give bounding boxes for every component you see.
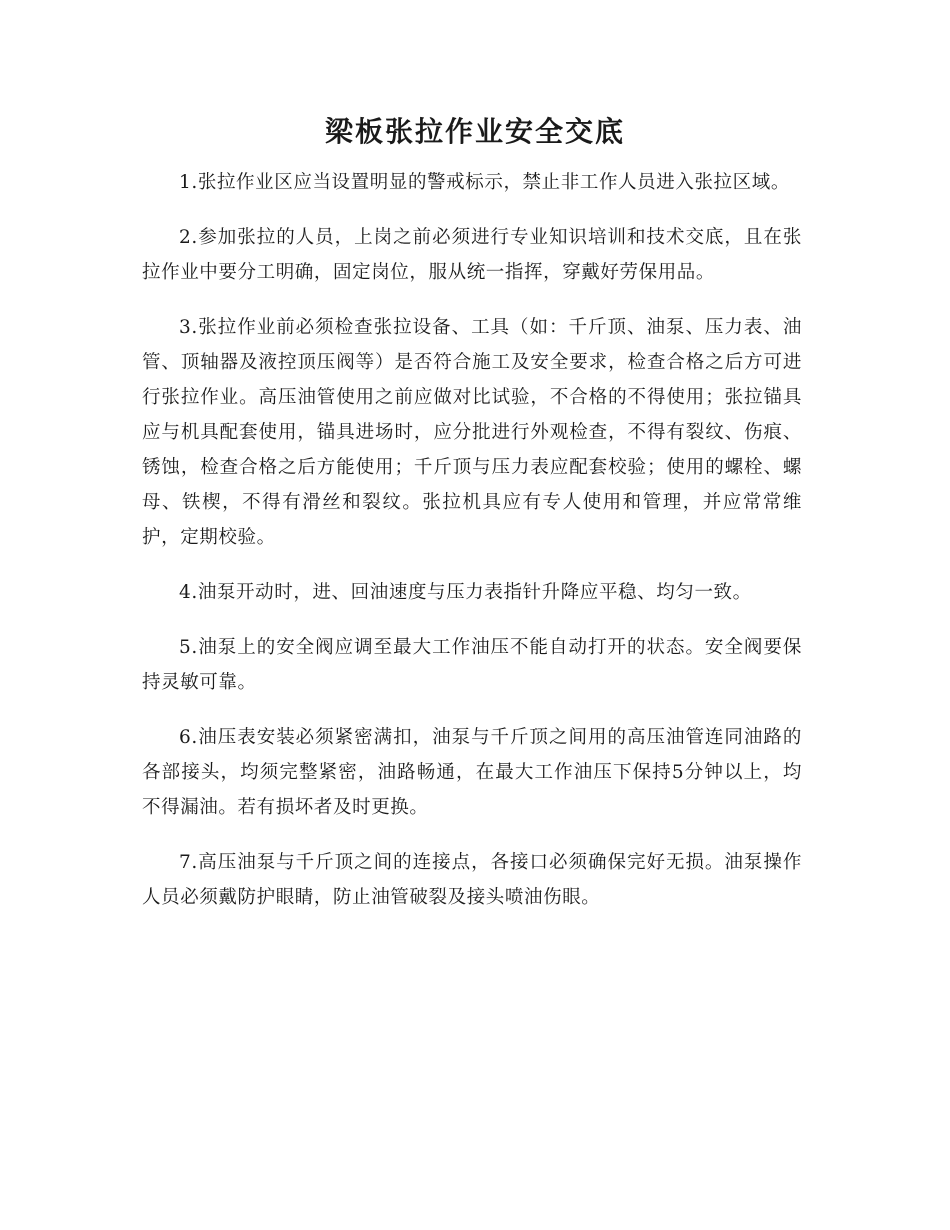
paragraph-5: 5.油泵上的安全阀应调至最大工作油压不能自动打开的状态。安全阀要保持灵敏可靠。: [142, 637, 802, 693]
document-body: [142, 165, 802, 935]
document-title: 梁板张拉作业安全交底: [324, 115, 625, 148]
paragraph-2: 2.参加张拉的人员，上岗之前必须进行专业知识培训和技术交底，且在张拉作业中要分工明确，固定岗位，服从统一指挥，穿戴好劳保用品。: [142, 227, 802, 283]
paragraph-6: 6.油压表安装必须紧密满扣，油泵与千斤顶之间用的高压油管连同油路的各部接头，均须完整紧密，油路畅通，在最大工作油压下保持5分钟以上，均不得漏油。若有损坏者及时更换。: [142, 727, 802, 818]
paragraph-1: 1.张拉作业区应当设置明显的警戒标示，禁止非工作人员进入张拉区域。: [179, 172, 790, 193]
paragraph-7: 7.高压油泵与千斤顶之间的连接点，各接口必须确保完好无损。油泵操作人员必须戴防护眼睛，防止油管破裂及接头喷油伤眼。: [142, 852, 802, 908]
paragraph-3: 3.张拉作业前必须检查张拉设备、工具（如：千斤顶、油泵、压力表、油管、顶轴器及液控顶压阀等）是否符合施工及安全要求，检查合格之后方可进行张拉作业。高压油管使用之前应做对比试验，不合格的不得使用；张拉锚具应与机具配套使用，锚具进场时，应分批进行外观检查，不得有裂纹、伤痕、锈蚀，检查合格之后方能使用；千斤顶与压力表应配套校验；使用的螺栓、螺母、铁楔，不得有滑丝和裂纹。张拉机具应有专人使用和管理，并应常常维护，定期校验。: [142, 317, 802, 548]
paragraph-4: 4.油泵开动时，进、回油速度与压力表指针升降应平稳、均匀一致。: [179, 582, 752, 603]
